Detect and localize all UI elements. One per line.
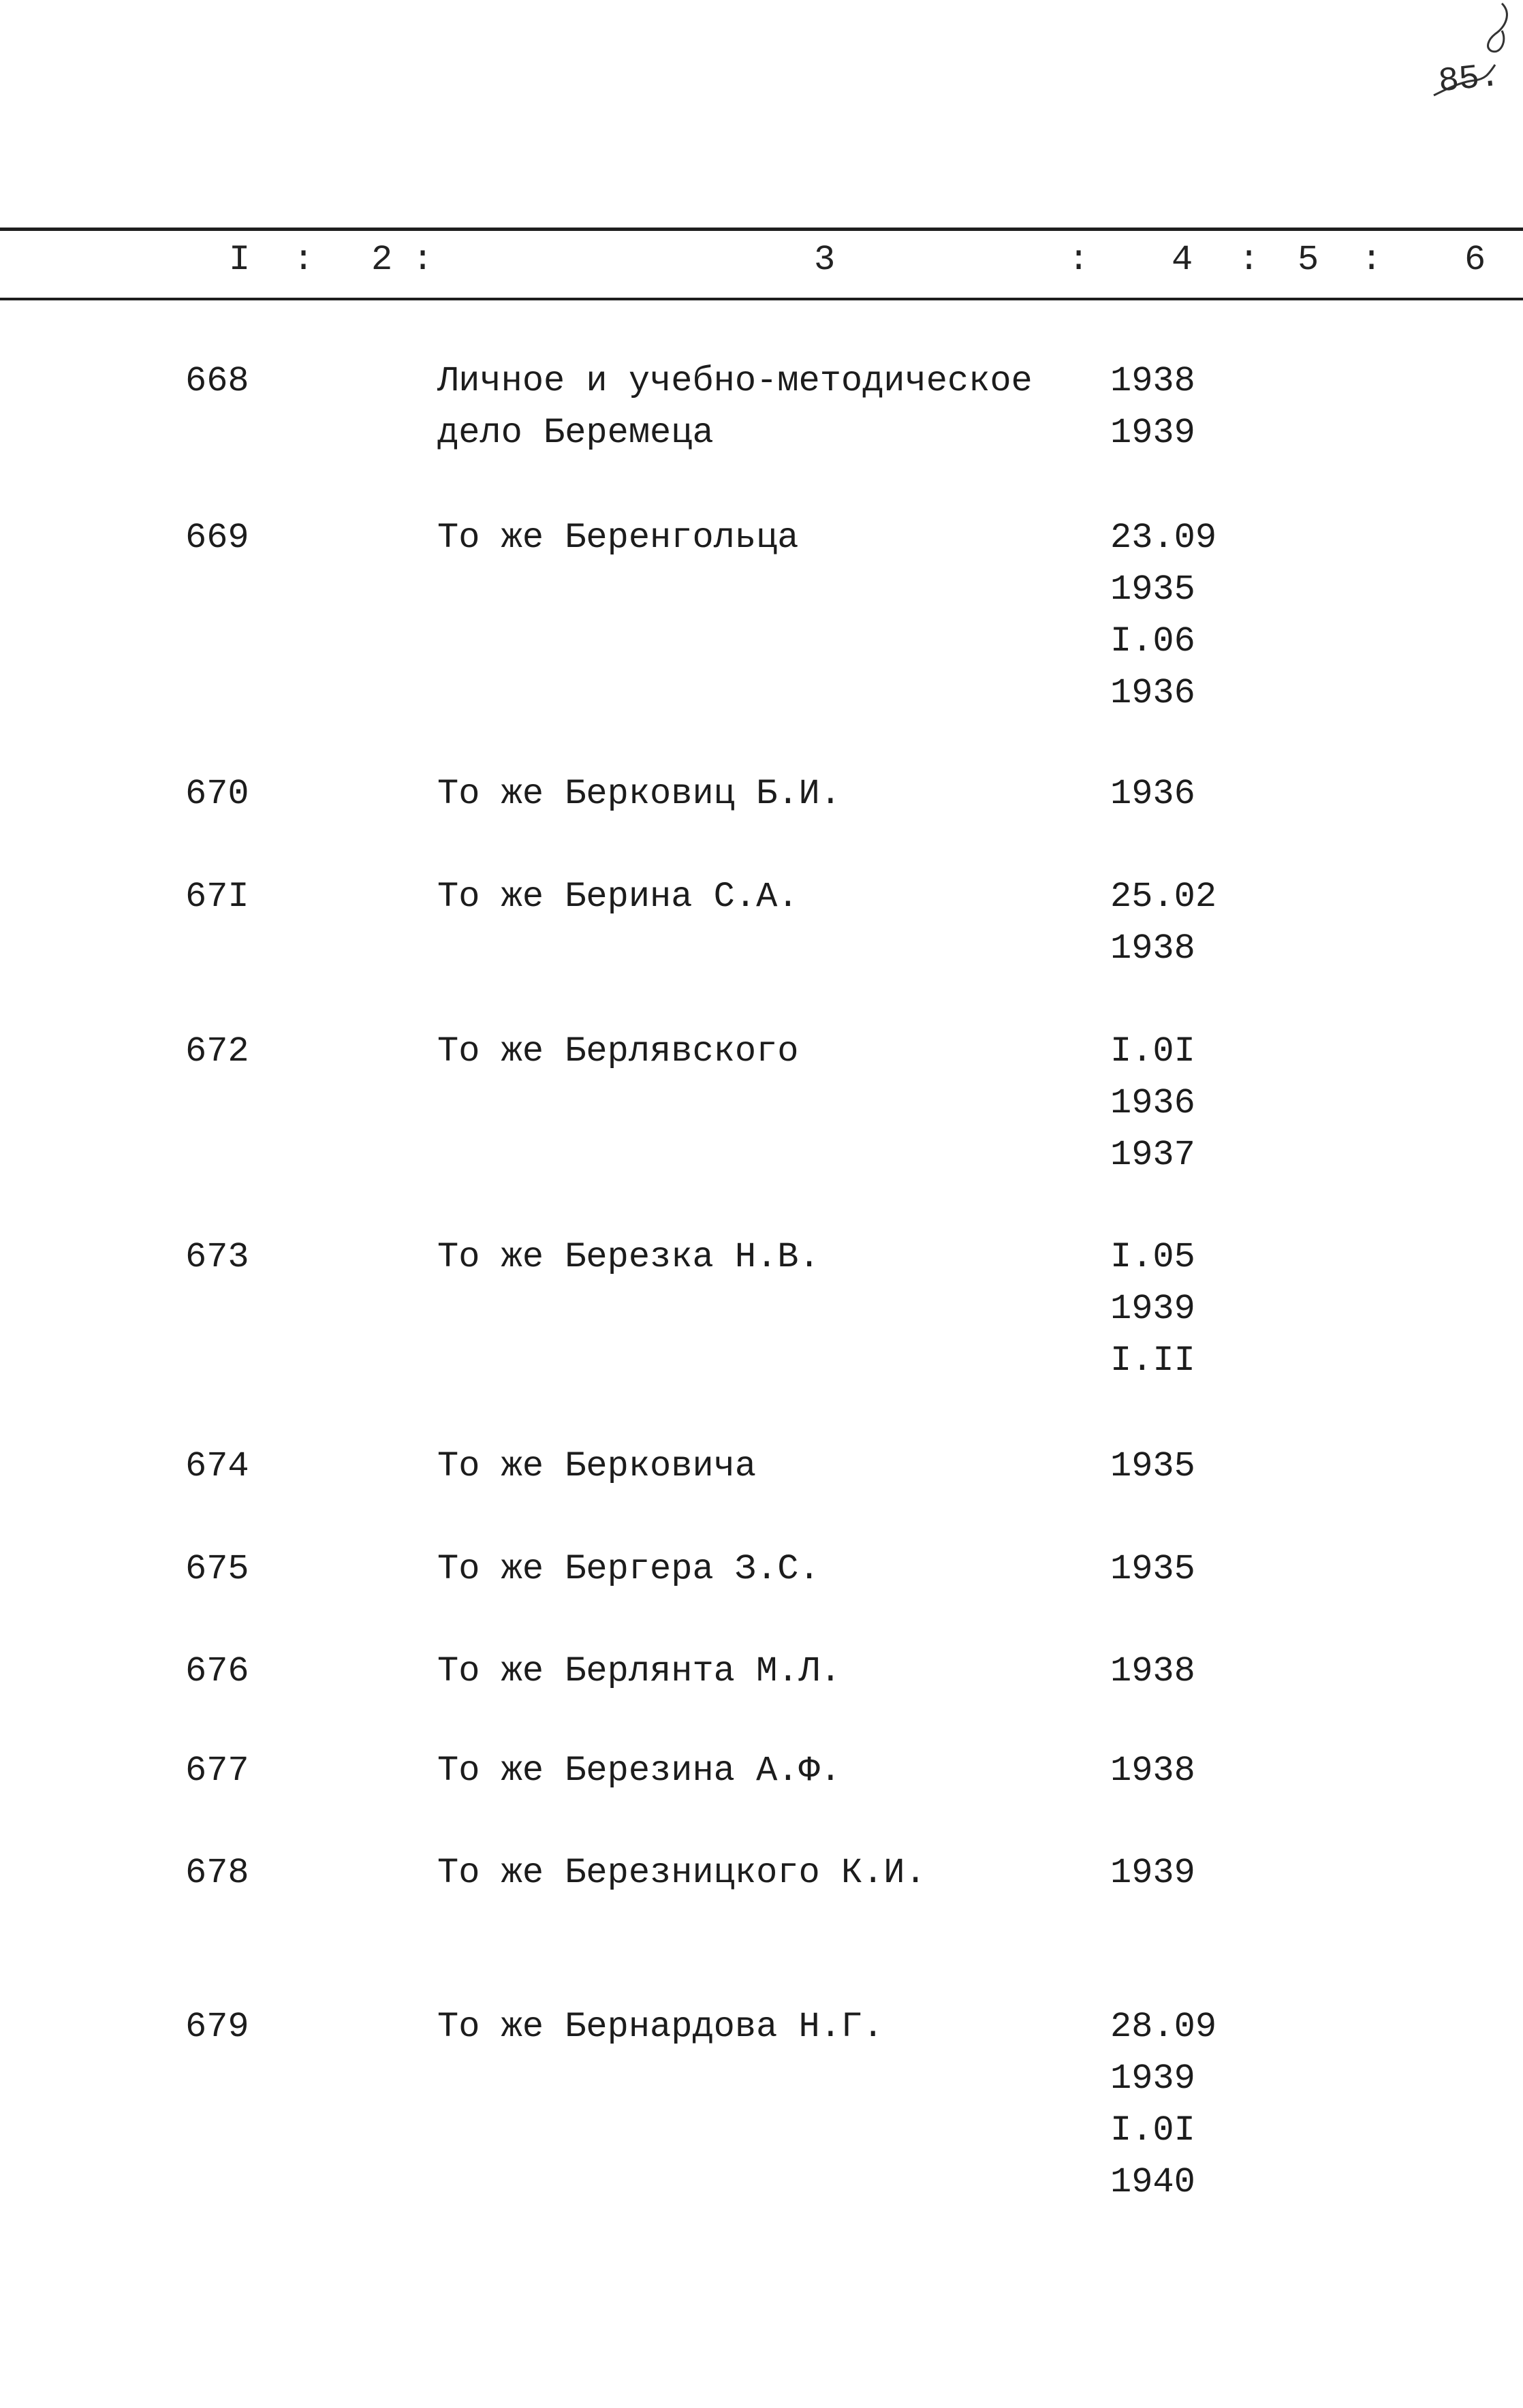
item-dates (1110, 1646, 1195, 1698)
item-date: I.05 (1110, 1237, 1195, 1277)
item-date: 1938 (1110, 928, 1195, 969)
item-title-line: То же Беренгольца (437, 518, 799, 558)
item-date: 23.09 (1110, 518, 1217, 558)
item-date: 1938 (1110, 1651, 1195, 1691)
item-date: 1939 (1110, 413, 1195, 453)
item-date: I.II (1110, 1341, 1195, 1381)
item-title-line: То же Берлявского (437, 1031, 799, 1072)
item-date: 1939 (1110, 2059, 1195, 2099)
item-dates (1110, 356, 1195, 459)
item-title-line: То же Березницкого К.И. (437, 1853, 926, 1893)
item-dates (1110, 1847, 1195, 1899)
item-title-line: То же Березка Н.В. (437, 1237, 820, 1277)
item-title-line: То же Березина А.Ф. (437, 1751, 841, 1791)
item-dates (1110, 2001, 1216, 2208)
item-title-line: То же Бернардова Н.Г. (437, 2007, 884, 2047)
col-separator: : (1238, 240, 1260, 280)
item-date: 1937 (1110, 1135, 1195, 1175)
header-top-rule (0, 228, 1523, 231)
item-dates (1110, 1745, 1195, 1797)
item-title (437, 1847, 1071, 1899)
col-separator: : (412, 240, 434, 280)
item-title (437, 1232, 1071, 1283)
item-dates (1110, 1544, 1195, 1595)
col-header-2: 2 (371, 240, 393, 280)
item-title (437, 356, 1071, 459)
col-header-1: I (229, 240, 251, 280)
item-title (437, 2001, 1071, 2053)
item-dates (1110, 1441, 1195, 1492)
item-title (437, 512, 1071, 564)
item-date: 1939 (1110, 1289, 1195, 1329)
item-number: 678 (185, 1853, 249, 1893)
item-date: 1935 (1110, 569, 1195, 610)
item-title-line: дело Беремеца (437, 413, 714, 453)
item-date: 1935 (1110, 1549, 1195, 1589)
item-title (437, 871, 1071, 923)
col-header-5: 5 (1298, 240, 1319, 280)
item-date: 1940 (1110, 2162, 1195, 2202)
item-number: 674 (185, 1446, 249, 1486)
item-dates (1110, 871, 1216, 975)
item-date: I.0I (1110, 2110, 1195, 2151)
item-date: 1939 (1110, 1853, 1195, 1893)
item-date: 1936 (1110, 1083, 1195, 1123)
item-number: 668 (185, 361, 249, 401)
item-title-line: Личное и учебно-методическое (437, 361, 1033, 401)
item-dates (1110, 1232, 1195, 1387)
col-separator: : (1361, 240, 1383, 280)
item-title-line: То же Берковиц Б.И. (437, 774, 841, 814)
item-dates (1110, 768, 1195, 820)
item-number: 679 (185, 2007, 249, 2047)
item-title (437, 1646, 1071, 1698)
item-dates (1110, 1026, 1195, 1181)
col-separator: : (293, 240, 315, 280)
item-title (437, 1441, 1071, 1492)
item-number: 669 (185, 518, 249, 558)
item-date: 28.09 (1110, 2007, 1217, 2047)
item-number: 675 (185, 1549, 249, 1589)
item-title (437, 1544, 1071, 1595)
item-title-line: То же Бергера З.С. (437, 1549, 820, 1589)
item-date: I.0I (1110, 1031, 1195, 1072)
col-header-6: 6 (1464, 240, 1486, 280)
item-date: 1938 (1110, 361, 1195, 401)
item-date: 25.02 (1110, 877, 1217, 917)
item-date: 1935 (1110, 1446, 1195, 1486)
col-header-3: 3 (814, 240, 836, 280)
item-date: 1936 (1110, 673, 1195, 713)
item-number: 67I (185, 877, 249, 917)
page-number: 85. (1436, 57, 1502, 102)
item-title (437, 1026, 1071, 1078)
item-title-line: То же Берковича (437, 1446, 757, 1486)
item-number: 670 (185, 774, 249, 814)
item-title (437, 768, 1071, 820)
item-title (437, 1745, 1071, 1797)
item-number: 672 (185, 1031, 249, 1072)
item-number: 676 (185, 1651, 249, 1691)
item-title-line: То же Берина С.А. (437, 877, 799, 917)
item-date: 1938 (1110, 1751, 1195, 1791)
item-date: I.06 (1110, 621, 1195, 661)
item-date: 1936 (1110, 774, 1195, 814)
col-header-4: 4 (1172, 240, 1193, 280)
item-number: 673 (185, 1237, 249, 1277)
header-bottom-rule (0, 298, 1523, 300)
item-dates (1110, 512, 1216, 719)
item-number: 677 (185, 1751, 249, 1791)
col-separator: : (1068, 240, 1090, 280)
item-title-line: То же Берлянта М.Л. (437, 1651, 841, 1691)
